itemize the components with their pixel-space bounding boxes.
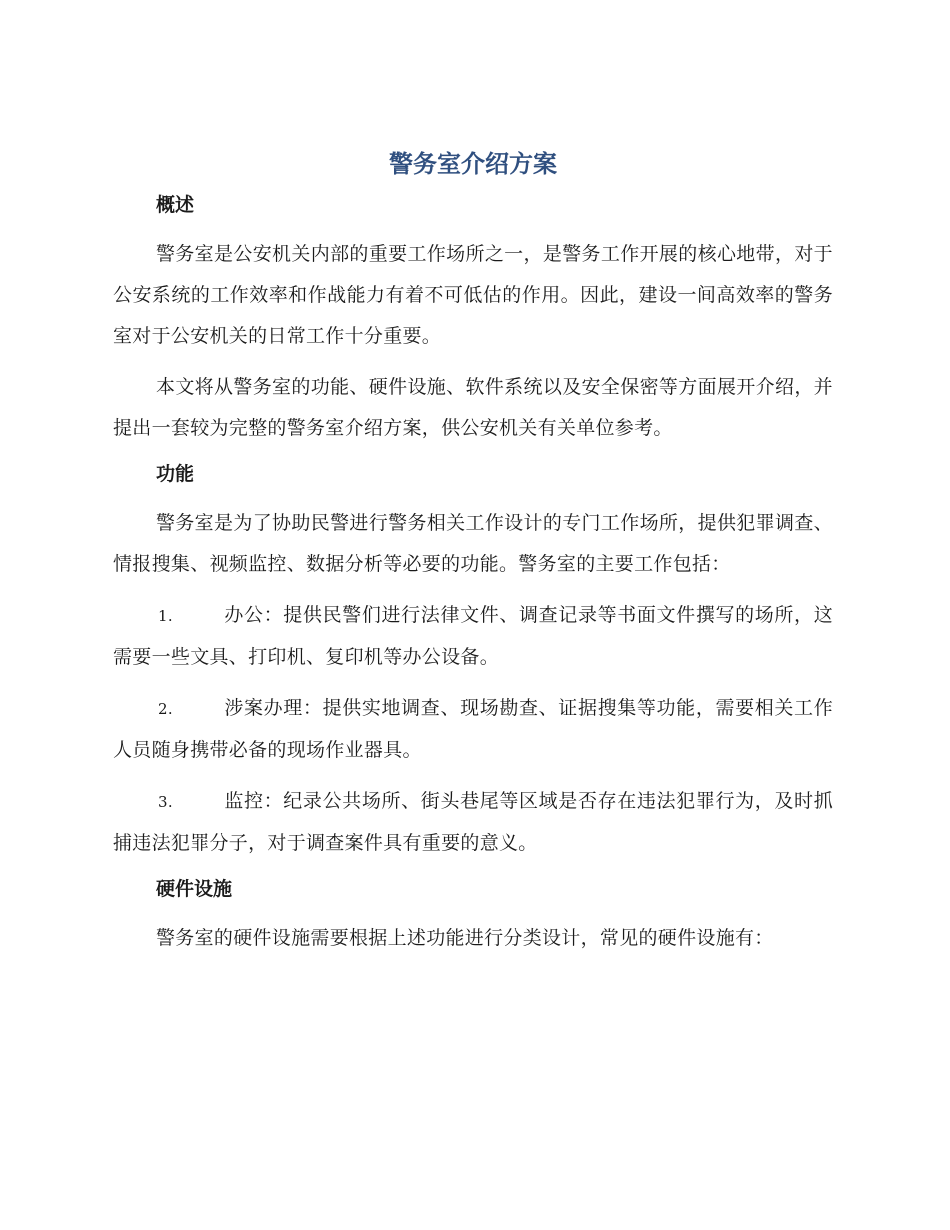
- list-item-text: 涉案办理：提供实地调查、现场勘查、证据搜集等功能，需要相关工作人员随身携带必备的现场作业器具。: [113, 697, 833, 761]
- document-content: [113, 140, 833, 969]
- overview-paragraph-2: 本文将从警务室的功能、硬件设施、软件系统以及安全保密等方面展开介绍，并提出一套较为完整的警务室介绍方案，供公安机关有关单位参考。: [113, 376, 833, 439]
- list-item-text: 办公：提供民警们进行法律文件、调查记录等书面文件撰写的场所，这需要一些文具、打印机、复印机等办公设备。: [113, 604, 833, 668]
- section-heading-functions: 功能: [156, 463, 195, 485]
- functions-paragraph-1: 警务室是为了协助民警进行警务相关工作设计的专门工作场所，提供犯罪调查、情报搜集、视频监控、数据分析等必要的功能。警务室的主要工作包括：: [113, 512, 833, 575]
- overview-paragraph-1: 警务室是公安机关内部的重要工作场所之一，是警务工作开展的核心地带，对于公安系统的工作效率和作战能力有着不可低估的作用。因此，建设一间高效率的警务室对于公安机关的日常工作十分重要。: [113, 243, 833, 347]
- hardware-paragraph-1: 警务室的硬件设施需要根据上述功能进行分类设计，常见的硬件设施有：: [156, 927, 774, 949]
- section-functions: [113, 459, 833, 864]
- list-item-number: 3.: [158, 793, 173, 811]
- functions-list: [113, 595, 833, 864]
- list-item: [113, 781, 833, 864]
- list-item: [113, 688, 833, 771]
- list-item-number: 1.: [158, 607, 173, 625]
- section-overview: [113, 190, 833, 449]
- section-heading-overview: 概述: [156, 194, 195, 216]
- list-item-number: 2.: [158, 700, 173, 718]
- list-item: [113, 595, 833, 678]
- list-item-text: 监控：纪录公共场所、街头巷尾等区域是否存在违法犯罪行为，及时抓捕违法犯罪分子，对于调查案件具有重要的意义。: [113, 790, 833, 854]
- section-heading-hardware: 硬件设施: [156, 878, 233, 900]
- section-hardware: [113, 874, 833, 959]
- document-title: 警务室介绍方案: [389, 150, 557, 178]
